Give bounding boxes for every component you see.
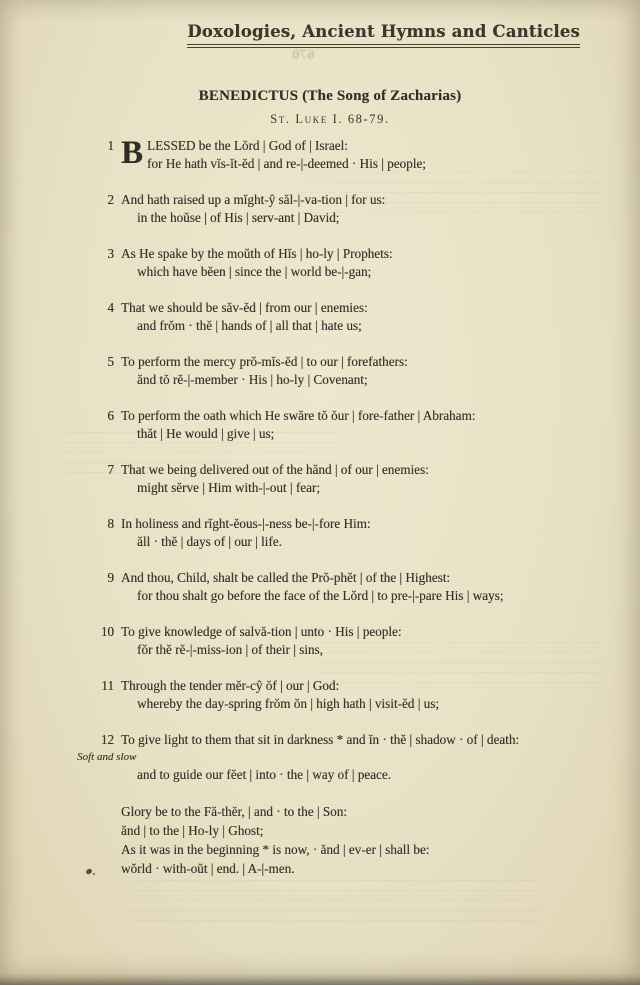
- ink-mark: [85, 868, 92, 875]
- verse-number: 9: [107, 570, 114, 585]
- bleedthrough-staff: [130, 880, 540, 924]
- verse-text: [121, 299, 633, 334]
- verse-number: 2: [107, 192, 114, 207]
- verse-number: 11: [101, 678, 114, 693]
- verse-line: thăt | He would | give | us;: [137, 425, 275, 441]
- verse-line: Through the tender mĕr-cŷ ŏf | our | God:: [121, 678, 340, 693]
- verse-text: [121, 515, 633, 550]
- verse-number: 4: [107, 300, 114, 315]
- verse-number: 8: [107, 516, 114, 531]
- verse-number: 1: [107, 138, 114, 153]
- verse: [98, 515, 633, 550]
- scripture-reference: St. Luke I. 68-79.: [270, 112, 390, 126]
- verse-line: whereby the day-spring frŏm ŏn | high hath | visit-ĕd | us;: [137, 695, 440, 711]
- verse-text: [121, 245, 633, 280]
- verse: [98, 461, 633, 496]
- verse-line: and frŏm · thĕ | hands of | all that | hate us;: [137, 317, 362, 333]
- verse-text: [121, 353, 633, 388]
- ink-mark: [93, 873, 95, 875]
- verse-text: [121, 623, 633, 658]
- verse: [77, 731, 633, 783]
- verse-line: And hath raised up a mĭght-ŷ săl-|-va-tion | for us:: [121, 192, 386, 207]
- running-header-area: [187, 22, 580, 48]
- canticle-verses: [77, 135, 633, 878]
- verse-line: in the hoŭse | of His | serv-ant | David;: [137, 209, 340, 225]
- verse-number: 12: [100, 732, 114, 747]
- verse-text: [121, 407, 633, 442]
- verse-line: To perform the mercy prŏ-mĭs-ĕd | to our | forefathers:: [121, 354, 408, 369]
- performance-direction: Soft and slow: [77, 750, 137, 763]
- verse: [98, 677, 633, 712]
- verse-line: which have bĕen | since the | world be-|-gan;: [137, 263, 372, 279]
- verse: [98, 353, 633, 388]
- gloria-line: wŏrld · with-oŭt | end. | A-|-men.: [121, 861, 295, 876]
- page-title: BENEDICTUS (The Song of Zacharias): [198, 88, 462, 104]
- verse-line: To give light to them that sit in darkness * and ĭn · thĕ | shadow · of | death:: [121, 732, 520, 747]
- verse-line: and to guide our fĕet | into · the | way of | peace.: [137, 766, 391, 782]
- bleedthrough-page-number: 670: [292, 47, 315, 63]
- verse-number: 6: [107, 408, 114, 423]
- verse-line: fŏr thĕ rĕ-|-miss-ion | of their | sins,: [137, 641, 323, 657]
- verse-text: [121, 137, 633, 172]
- verse-line: ănd tŏ rĕ-|-member · His | ho-ly | Covenant;: [137, 371, 368, 387]
- verse-text: [121, 191, 633, 226]
- verse-line: might sĕrve | Him with-|-out | fear;: [137, 479, 320, 495]
- gloria-line: Glory be to the Fă-thĕr, | and · to the | Son:: [121, 804, 347, 819]
- verse-line: To give knowledge of salvă-tion | unto · His | people:: [121, 624, 402, 639]
- verse-line: ăll · thĕ | days of | our | life.: [137, 533, 282, 549]
- verse: [98, 407, 633, 442]
- drop-cap: B: [121, 135, 144, 171]
- verse-number: 5: [107, 354, 114, 369]
- verse-line: In holiness and rĭght-ĕous-|-ness be-|-fore Him:: [121, 516, 371, 531]
- verse-line: That we being delivered out of the hănd | of our | enemies:: [121, 462, 429, 477]
- verse-text: [121, 677, 633, 712]
- verse-line: That we should be săv-ĕd | from our | enemies:: [121, 300, 368, 315]
- verse-lines: [147, 137, 426, 172]
- verse: [98, 623, 633, 658]
- verse-line: LESSED be the Lŏrd | God of | Israel:: [147, 138, 348, 153]
- verse-number: 10: [100, 624, 114, 639]
- verse: [98, 191, 633, 226]
- gloria-line: As it was in the beginning * is now, · ănd | ev-er | shall be:: [121, 842, 430, 857]
- verse-line: As He spake by the moŭth of Hĭs | ho-ly | Prophets:: [121, 246, 393, 261]
- verse: [98, 245, 633, 280]
- verse-number: 3: [107, 246, 114, 261]
- verse-line: for He hath vĭs-ĭt-ĕd | and re-|-deemed · His | people;: [147, 155, 426, 171]
- verse-line: To perform the oath which He swăre tŏ ŏur | fore-father | Abraham:: [121, 408, 476, 423]
- verse: [98, 569, 633, 604]
- verse-line: And thou, Child, shalt be called the Prŏ-phĕt | of the | Highest:: [121, 570, 451, 585]
- verse-line: for thou shalt go before the face of the Lŏrd | to pre-|-pare His | ways;: [137, 587, 504, 603]
- running-header: Doxologies, Ancient Hymns and Canticles: [187, 22, 580, 48]
- page-edge-shadow: [0, 973, 640, 985]
- verse-text: [121, 461, 633, 496]
- verse: [98, 299, 633, 334]
- verse-text: [121, 569, 633, 604]
- verse-number: 7: [107, 462, 114, 477]
- gloria-line: ănd | to the | Ho-ly | Ghost;: [121, 823, 264, 838]
- gloria-patri: [121, 802, 633, 878]
- verse: [98, 137, 633, 172]
